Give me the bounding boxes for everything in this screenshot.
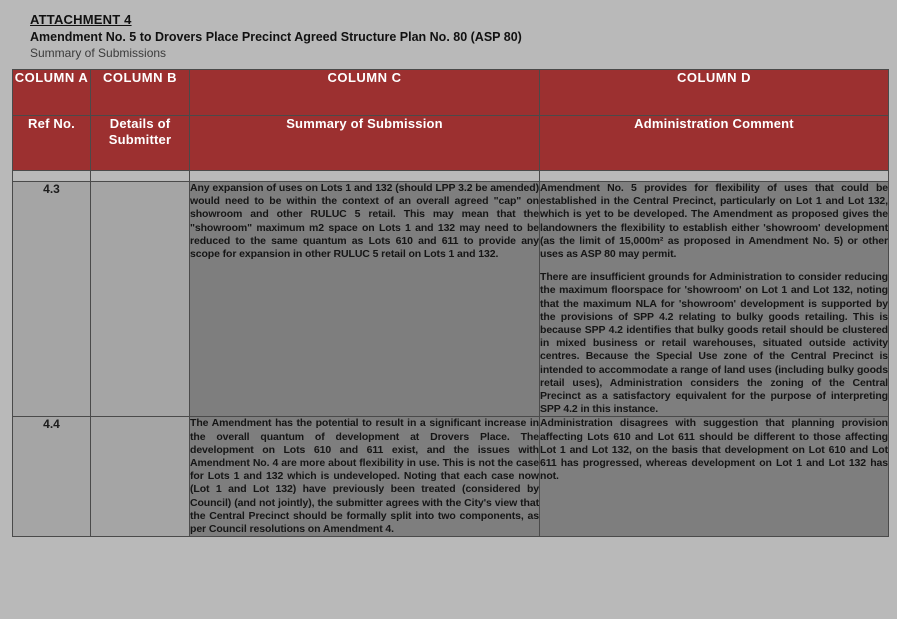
comment-paragraph: Administration disagrees with suggestion that planning provision affecting Lots 610 and Lot 611 should be different to those affecting Lot 1 and Lot 132, on the basis that development on Lot 610 and Lot 611 has progressed, whereas development on Lot 1 and Lot 132 has not. [540,417,888,483]
column-header-c: COLUMN C [190,70,540,116]
spacer-cell-b [91,171,190,182]
sub-header-ref-no [13,116,91,171]
sub-header-details-of-submitter-text: Details of Submitter [108,116,172,147]
comment-paragraph: Amendment No. 5 provides for flexibility of uses that could be established in the Central Precinct, particularly on Lot 1 and Lot 132, which is yet to be developed. The Amendment as proposed gives the landowners the flexibility to establish either 'showroom' development (as the limit of 15,000m² as proposed in Amendment No. 5) or other uses as ASP 80 may permit. [540,182,888,261]
sub-header-summary-of-submission-text: Summary of Submission [286,116,443,131]
table-header-row-subtitles [13,116,889,171]
attachment-label: ATTACHMENT 4 [30,12,132,27]
row-submission [190,417,540,537]
table-row [13,417,889,537]
summary-title: Summary of Submissions [30,46,167,60]
document-header [30,12,887,61]
table-row [13,182,889,417]
sub-header-administration-comment [540,116,889,171]
row-submitter [91,182,190,417]
row-administration-comment [540,182,889,417]
sub-header-ref-no-text: Ref No. [28,116,75,131]
row-ref-no: 4.3 [13,182,91,417]
spacer-cell-c [190,171,540,182]
submission-paragraph: Any expansion of uses on Lots 1 and 132 (should LPP 3.2 be amended) would need to be within the context of an overall agreed "cap" on showroom and other RULUC 5 retail. This may mean that the "showroom" maximum m2 space on Lots 1 and 132 may need to be reduced to the same quantum as Lots 610 and 611 to provide any scope for expansion in other RULUC 5 retail on Lots 1 and 132. [190,182,539,261]
row-submission [190,182,540,417]
table-head [13,70,889,171]
table-header-row-columns [13,70,889,116]
sub-header-administration-comment-text: Administration Comment [634,116,794,131]
spacer-cell-a [13,171,91,182]
row-submitter [91,417,190,537]
submission-paragraph: The Amendment has the potential to result in a significant increase in the overall quantum of development at Drovers Place. The development on Lots 610 and 611 exist, and the issues with Amendment No. 4 are more about flexibility in use. This is not the case for Lots 1 and 132 which is undeveloped. Noting that each case now (Lot 1 and Lot 132) have previously been treated (considered by Council) (and not jointly), the submitter agrees with the City's view that the Central Precinct should be formally split into two components, as per Council resolutions on Amendment 4. [190,417,539,536]
comment-paragraph: There are insufficient grounds for Administration to consider reducing the maximum floorspace for 'showroom' on Lot 1 and Lot 132, noting that the maximum NLA for 'showroom' development is supported by the provisions of SPP 4.2 relating to bulky goods retailing. This is because SPP 4.2 identifies that bulky goods retail should be clustered in mixed business or retail warehouses, situated outside activity centres. Because the Special Use zone of the Central Precinct is intended to accommodate a range of land uses (including bulky goods retail uses), Administration considers the zoning of the Central Precinct as a satisfactory equivalent for the purpose of interpreting SPP 4.2 in this instance. [540,271,888,416]
column-header-d: COLUMN D [540,70,889,116]
table-body [13,171,889,537]
spacer-cell-d [540,171,889,182]
submissions-table [12,69,889,537]
sub-header-details-of-submitter [91,116,190,171]
column-header-a: COLUMN A [13,70,91,116]
amendment-title: Amendment No. 5 to Drovers Place Precinct Agreed Structure Plan No. 80 (ASP 80) [30,30,522,44]
row-ref-no: 4.4 [13,417,91,537]
table-spacer-row [13,171,889,182]
column-header-b: COLUMN B [91,70,190,116]
row-administration-comment [540,417,889,537]
sub-header-summary-of-submission [190,116,540,171]
